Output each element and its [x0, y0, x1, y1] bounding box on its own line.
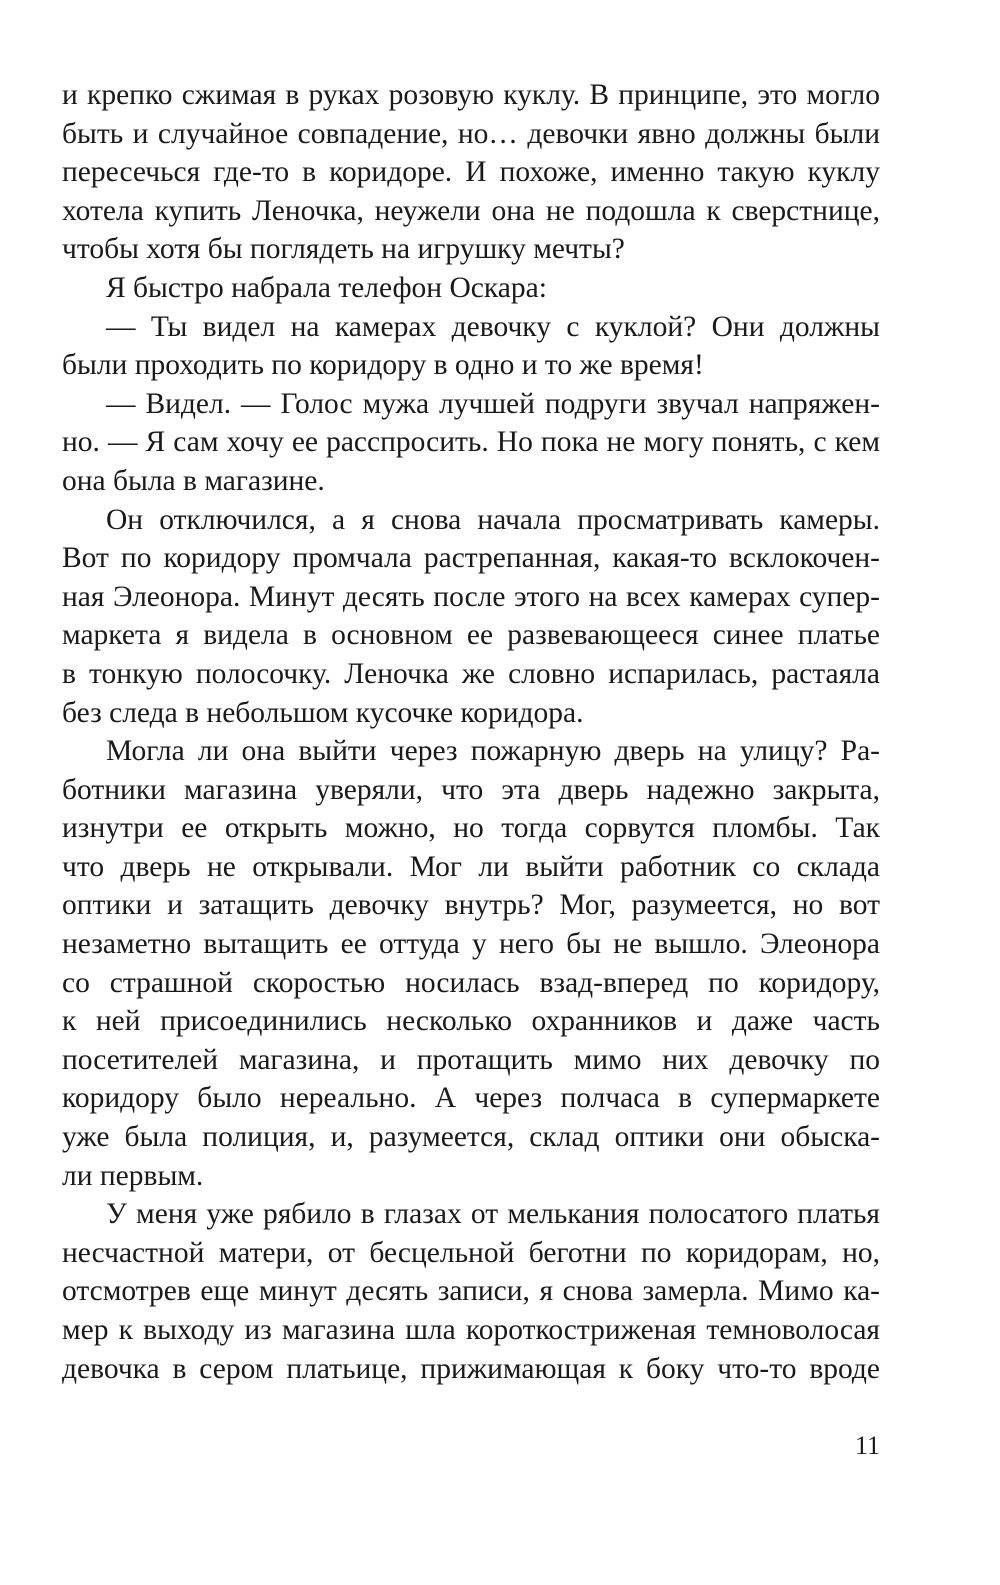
text-line: что дверь не открывали. Мог ли выйти работник со склада	[62, 850, 880, 883]
text-line: Он отключился, а я снова начала просматривать камеры.	[106, 503, 880, 536]
text-line: в тонкую полосочку. Леночка же словно испарилась, растаяла	[62, 657, 880, 690]
text-line: Я быстро набрала телефон Оскара:	[106, 271, 547, 304]
text-line: к ней присоединились несколько охранников и даже часть	[62, 1005, 880, 1038]
text-line: изнутри ее открыть можно, но тогда сорвутся пломбы. Так	[62, 812, 880, 845]
text-line: но. — Я сам хочу ее расспросить. Но пока не могу понять, с кем	[62, 426, 880, 459]
text-line: незаметно вытащить ее оттуда у него бы не вышло. Элеонора	[62, 928, 880, 961]
text-line: быть и случайное совпадение, но… девочки явно должны были	[62, 117, 880, 150]
text-line: уже была полиция, и, разумеется, склад оптики они обыска-	[62, 1121, 880, 1154]
text-line: ли первым.	[62, 1159, 204, 1192]
text-line: девочка в сером платьице, прижимающая к боку что-то вроде	[62, 1352, 880, 1385]
text-line: со страшной скоростью носилась взад-вперед по коридору,	[62, 966, 880, 999]
text-line: маркета я видела в основном ее развевающееся синее платье	[62, 619, 880, 652]
text-line: коридору было нереально. А через полчаса в супермаркете	[62, 1082, 880, 1115]
text-line: она была в магазине.	[62, 464, 325, 497]
text-line: посетителей магазина, и протащить мимо них девочку по	[62, 1043, 880, 1076]
text-line: пересечься где-то в коридоре. И похоже, именно такую куклу	[62, 156, 880, 189]
text-line: несчастной матери, от бесцельной беготни по коридорам, но,	[62, 1236, 880, 1269]
text-line: мер к выходу из магазина шла короткостриженая темноволосая	[62, 1314, 880, 1346]
text-line: чтобы хотя бы поглядеть на игрушку мечты?	[62, 233, 625, 266]
text-line: оптики и затащить девочку внутрь? Мог, разумеется, но вот	[62, 889, 880, 922]
text-line: ная Элеонора. Минут десять после этого на всех камерах супер-	[62, 580, 880, 613]
body-text	[62, 76, 880, 1388]
text-line: Вот по коридору промчала растрепанная, какая-то всклокочен-	[62, 542, 880, 575]
text-line: без следа в небольшом кусочке коридора.	[62, 696, 584, 729]
text-line: были проходить по коридору в одно и то же время!	[62, 349, 704, 382]
text-line: хотела купить Леночка, неужели она не подошла к сверстнице,	[62, 194, 880, 227]
text-line: ботники магазина уверяли, что эта дверь надежно закрыта,	[62, 773, 880, 806]
page-number: 11	[854, 1431, 880, 1460]
text-line: — Ты видел на камерах девочку с куклой? Они должны	[106, 310, 880, 343]
text-line: и крепко сжимая в руках розовую куклу. В принципе, это могло	[62, 79, 880, 111]
text-line: — Видел. — Голос мужа лучшей подруги звучал напряжен-	[106, 387, 880, 420]
text-line: У меня уже рябило в глазах от мелькания полосатого платья	[106, 1198, 880, 1231]
text-line: отсмотрев еще минут десять записи, я снова замерла. Мимо ка-	[62, 1275, 880, 1308]
text-line: Могла ли она выйти через пожарную дверь на улицу? Ра-	[106, 735, 880, 768]
